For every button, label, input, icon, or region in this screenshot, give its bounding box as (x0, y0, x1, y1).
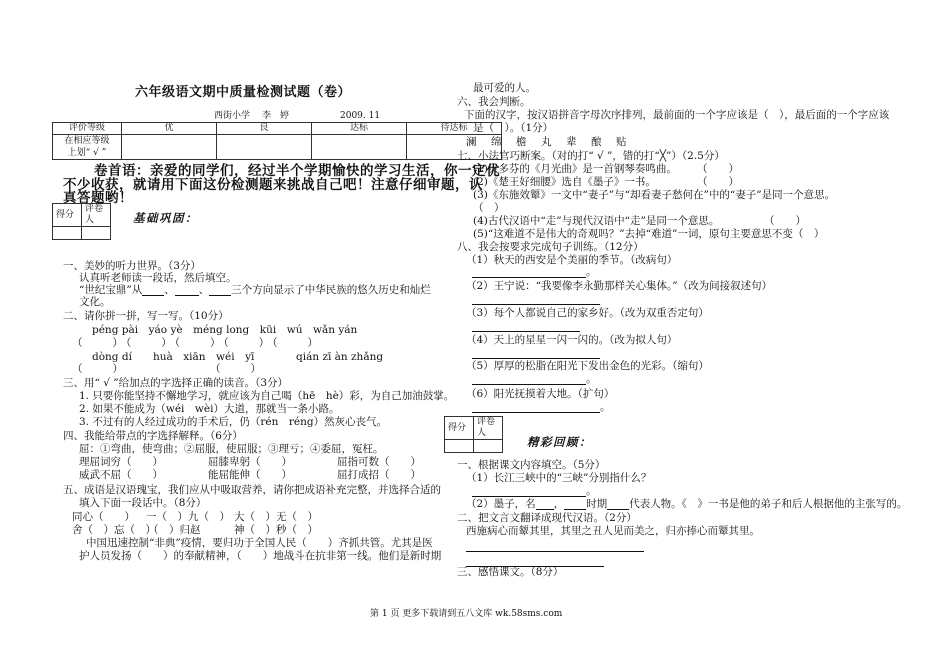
grader-label: 评卷人 (82, 204, 111, 227)
grade-table (52, 122, 502, 160)
question-1-line: 文化。 (79, 296, 111, 308)
sentence-task: （4）天上的星星一闪一闪的。（改为拟人句） (466, 334, 678, 346)
answer-line-row (472, 347, 600, 359)
sentence-task: （6）阳光抚摸着大地。（扩句） (466, 388, 615, 400)
question-1-instruction: 认真听老师读一段话，然后填空。 (79, 272, 237, 284)
idiom-item: 一（ ）九（ ） (146, 511, 230, 523)
answer-line-row (472, 485, 597, 497)
question-5-paragraph: 护人员发扬（ ）的奉献精神，（ ）地战斗在抗非第一线。他们是新时期 (79, 550, 442, 562)
question-6-text: 下面的汉字，按汉语拼音字母次序排列，最前面的一个字应该是（ ），最后面的一个字应该 (464, 109, 890, 121)
sentence-task: （3）每个人都说自己的家乡好。（改为双重否定句） (466, 307, 709, 319)
grade-row-label-line: 上划“ √ ” (67, 148, 107, 158)
blank-field[interactable] (607, 509, 629, 510)
question-4-item: 理屈词穷（ ） (79, 456, 163, 468)
question-3-item: 2. 如果不能成为（wéi wèi）大道，那就当一条小路。 (79, 403, 340, 415)
character-list: 澜 绵 檐 丸 辈 酿 贴 (466, 136, 629, 148)
judge-bracket[interactable]: （ ） (697, 163, 739, 175)
text: 、 (164, 284, 175, 296)
idiom-item: （ ）归赵 (148, 524, 201, 536)
grade-cell[interactable] (312, 135, 407, 160)
text: （2）墨子，名 (466, 498, 536, 510)
grade-cell[interactable] (122, 135, 217, 160)
review-question-1: 一、根据课文内容填空。（5分） (457, 459, 606, 471)
answer-line[interactable] (472, 277, 586, 278)
period: 。 (586, 266, 597, 278)
text: 、 (198, 284, 210, 296)
blank-field[interactable] (536, 509, 554, 510)
question-4-item: 屈膝卑躬（ ） (208, 456, 292, 468)
text: “世纪宝鼎”从 (79, 284, 143, 296)
continued-text: 最可爱的人。 (473, 82, 536, 94)
text: ， (553, 498, 565, 510)
sentence-task: （5）厚厚的松脂在阳光下发出金色的光彩。（缩句） (466, 360, 709, 372)
grade-header: 待达标 (407, 123, 502, 135)
answer-line[interactable] (472, 384, 586, 385)
section-title-basics: 基础巩固： (133, 211, 198, 225)
score-label: 得分 (53, 204, 82, 227)
blank-field[interactable] (142, 295, 164, 296)
sentence-task: （1）秋天的西安是个美丽的季节。（改病句） (466, 254, 678, 266)
blank-field[interactable] (564, 509, 586, 510)
question-1-line (79, 284, 431, 296)
grade-row-label-line: 在相应等级 (64, 136, 110, 146)
pinyin-row: dòng dí huà xiān wéi yī (92, 351, 255, 363)
question-7: 七、小法官巧断案。（对的打“ √ ”，错的打“╳”）（2.5分） (457, 150, 725, 162)
question-4-item: 威武不屈（ ） (79, 469, 163, 481)
question-6: 六、我会判断。 (457, 96, 531, 108)
page-title: 六年级语文期中质量检测试题（卷） (135, 85, 352, 100)
answer-line-row (472, 401, 611, 413)
judge-item: (3)《东施效颦》一文中“妻子”与“却看妻子愁何在”中的“妻子”是同一个意思。 (473, 189, 836, 201)
page-footer: 第 1 页 更多下载请到五八文库 wk.58sms.com (370, 609, 563, 619)
score-cell[interactable] (53, 227, 82, 240)
question-4-item: 屈指可数（ ） (337, 456, 421, 468)
grade-row-label (53, 135, 122, 160)
answer-line-row (466, 540, 644, 552)
school-name: 西街小学 (214, 111, 251, 121)
exam-date: 2009. 11 (340, 111, 381, 121)
answer-line[interactable] (472, 304, 600, 305)
period: 。 (600, 401, 611, 413)
answer-line-row (472, 266, 597, 278)
question-2: 二、请你拼一拼，写一写。（10分） (63, 310, 229, 322)
answer-brackets: （ ） （ ） (72, 363, 264, 375)
idiom-item: 同心（ ） (72, 511, 135, 523)
question-5: 五、成语是汉语瑰宝，我们应从中吸取营养，请你把成语补充完整，并选择合适的 (63, 484, 441, 496)
judge-item: (2)《楚王好细腰》选自《墨子》一书。 (473, 176, 656, 188)
answer-line-row (472, 293, 600, 305)
idiom-item: 神（ ）秒（ ） (234, 524, 318, 536)
grader-label: 评卷人 (474, 417, 503, 440)
preface-line: 真答题哟！ (63, 190, 133, 206)
grade-header: 评价等级 (53, 123, 122, 135)
idiom-item: 舍（ ）忘（ ） (72, 524, 156, 536)
answer-line[interactable] (472, 358, 600, 359)
text: 时期 (586, 498, 608, 510)
idiom-item: 大（ ）无（ ） (234, 511, 318, 523)
review-item: 西施病心而颦其里，其里之丑人见而美之，归亦捧心而颦其里。 (466, 525, 760, 537)
review-item: （1）长江三峡中的“三峡”分别指什么？ (466, 472, 652, 484)
judge-item: (4)古代汉语中“走”与现代汉语中“走”是同一个意思。 (473, 215, 720, 227)
judge-item: (1)贝多芬的《月光曲》是一首钢琴奏鸣曲。 (473, 163, 677, 175)
answer-brackets: （ ）（ ）（ ）（ ）（ ） (72, 337, 321, 349)
answer-line[interactable] (472, 496, 586, 497)
question-8: 八、我会按要求完成句子训练。（12分） (457, 241, 644, 253)
judge-bracket[interactable]: （ ） (764, 215, 806, 227)
text: 三个方向显示了中华民族的悠久历史和灿烂 (231, 284, 431, 296)
score-box (52, 203, 111, 240)
grade-header: 良 (217, 123, 312, 135)
answer-line-row (472, 373, 597, 385)
period: 。 (586, 373, 597, 385)
judge-bracket[interactable]: （ ） (697, 176, 739, 188)
preface-line: 卷首语：亲爱的同学们，经过半个学期愉快的学习生活，你一定优 (94, 163, 500, 179)
answer-line-row (472, 320, 580, 332)
question-4-options: 屈：①弯曲，使弯曲；②屈服，使屈服；③理亏；④委屈，冤枉。 (79, 443, 384, 455)
grade-cell[interactable] (217, 135, 312, 160)
pinyin-row: qián zī àn zhǎng (296, 351, 384, 363)
question-6-text: 是（ ）。（1分） (473, 122, 554, 134)
grader-cell[interactable] (474, 440, 503, 453)
section-title-review: 精彩回顾： (527, 435, 592, 449)
review-item (466, 498, 907, 510)
blank-field[interactable] (175, 295, 199, 296)
question-5-paragraph: 中国迅速控制“非典”疫情，要归功于全国人民（ ）齐抓共管。尤其是医 (86, 537, 433, 549)
question-3-item: 3. 不过有的人经过成功的手术后，仍（rén réng）然灰心丧气。 (79, 416, 388, 428)
score-box (444, 416, 503, 453)
question-5-line: 填入下面一段话中。（8分） (79, 497, 207, 509)
score-label: 得分 (445, 417, 474, 440)
grader-cell[interactable] (82, 227, 111, 240)
grade-header: 优 (122, 123, 217, 135)
answer-line[interactable] (472, 331, 580, 332)
review-question-3: 三、感悟课文。（8分） (457, 566, 564, 578)
question-3-item: 1. 只要你能坚持不懈地学习，就应该为自己喝（hē hè）彩，为自己加油鼓掌。 (79, 390, 455, 402)
question-4-item: 屈打成招（ ） (337, 469, 421, 481)
score-cell[interactable] (445, 440, 474, 453)
question-1: 一、美妙的听力世界。（3分） (63, 260, 201, 272)
question-3: 三、用“ √ ”给加点的字选择正确的读音。（3分） (63, 377, 289, 389)
blank-field[interactable] (209, 295, 231, 296)
judge-bracket[interactable]: （ ） (473, 202, 505, 214)
question-4: 四、我能给带点的字选择解释。（6分） (63, 430, 243, 442)
teacher-name: 李 婷 (262, 111, 290, 121)
question-4-item: 能屈能伸（ ） (208, 469, 292, 481)
period: 。 (586, 485, 597, 497)
review-question-2: 二、把文言文翻译成现代汉语。（2分） (457, 512, 637, 524)
sentence-task: （2）王宁说：“我要像李永勤那样关心集体。”（改为间接叙述句） (466, 280, 773, 292)
text: 代表人物。《 》一书是他的弟子和后人根据他的主张写的。 (629, 498, 908, 510)
grade-header: 达标 (312, 123, 407, 135)
preface-line: 不少收获，就请用下面这份检测题来挑战自己吧！注意仔细审题，认 (63, 177, 483, 193)
answer-line[interactable] (472, 412, 600, 413)
pinyin-row: péng pài yáo yè méng long kūi wú wǎn yán (92, 324, 358, 336)
answer-line[interactable] (466, 551, 644, 552)
judge-item: (5)“这难道不是伟大的奇观吗？”去掉“难道”一词，原句主要意思不变（ ） (473, 228, 825, 240)
